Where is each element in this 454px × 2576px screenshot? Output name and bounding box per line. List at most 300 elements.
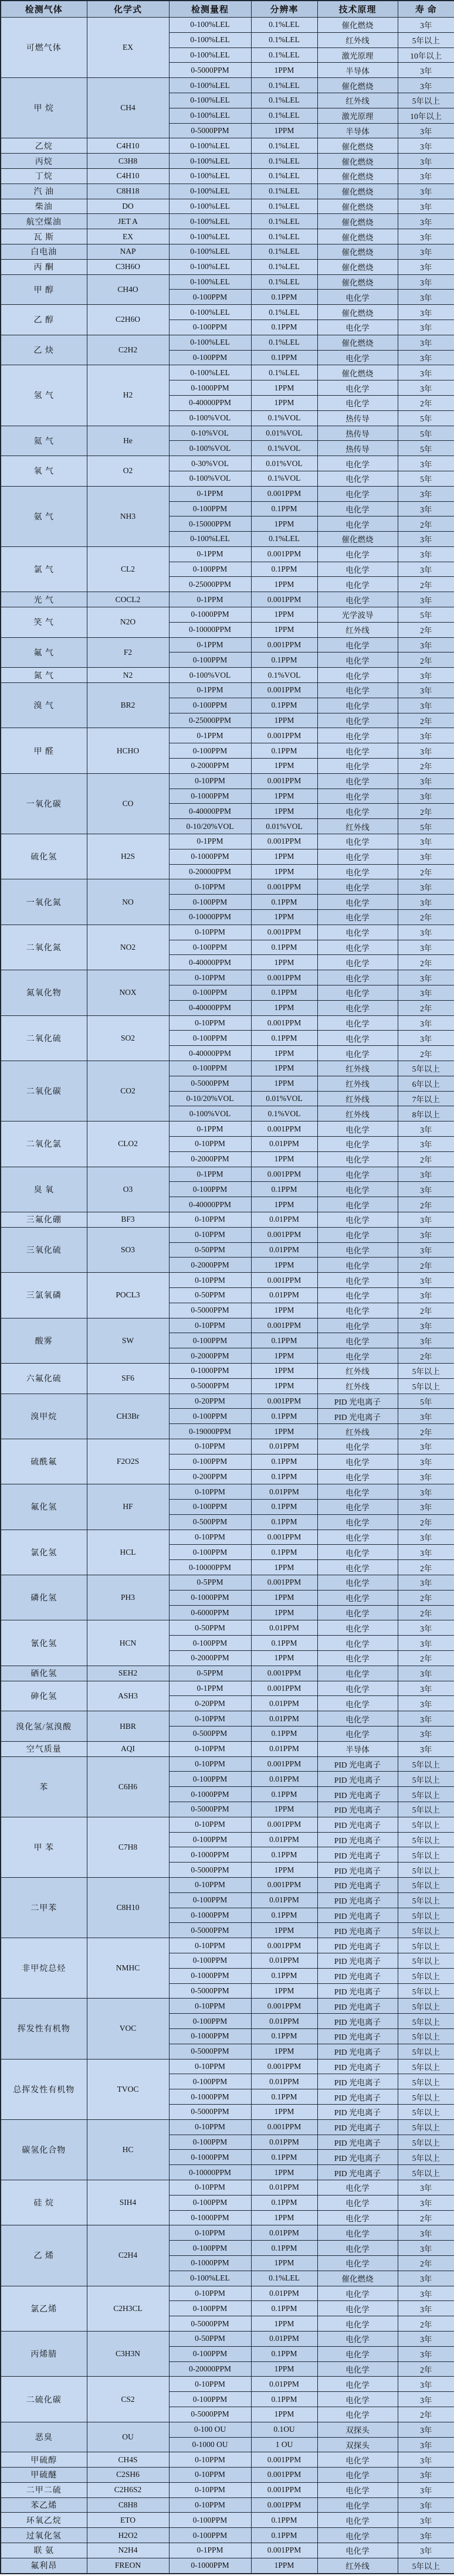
range-cell: 0-1000PPM: [169, 380, 251, 396]
principle-cell: 电化学: [317, 1545, 398, 1560]
resolution-cell: 0.1PPM: [251, 2528, 317, 2543]
gas-name-cell: 瓦 斯: [1, 229, 87, 244]
resolution-cell: 0.1PPM: [251, 1787, 317, 1802]
formula-cell: C8H8: [87, 2497, 169, 2513]
resolution-cell: 0.1PPM: [251, 2089, 317, 2105]
principle-cell: 电化学: [317, 1681, 398, 1696]
range-cell: 0-100PPM: [169, 1500, 251, 1515]
gas-name-cell: 甲 苯: [1, 1817, 87, 1877]
life-cell: 5年以上: [398, 2135, 454, 2150]
resolution-cell: 0.1OU: [251, 2422, 317, 2437]
range-cell: 0-10PPM: [169, 879, 251, 895]
principle-cell: 电化学: [317, 804, 398, 819]
resolution-cell: 0.01PPM: [251, 2074, 317, 2089]
table-row: [1, 154, 454, 169]
principle-cell: 电化学: [317, 2255, 398, 2271]
formula-cell: C4H10: [87, 138, 169, 154]
life-cell: 3年: [398, 183, 454, 199]
resolution-cell: 0.01PPM: [251, 1741, 317, 1756]
range-cell: 0-40000PPM: [169, 1000, 251, 1015]
life-cell: 3年: [398, 2301, 454, 2316]
principle-cell: 电化学: [317, 1484, 398, 1500]
formula-cell: CH4: [87, 78, 169, 138]
life-cell: 3年: [398, 154, 454, 169]
principle-cell: 电化学: [317, 713, 398, 728]
range-cell: 0-25000PPM: [169, 577, 251, 592]
range-cell: 0-100%LEL: [169, 154, 251, 169]
resolution-cell: 0.1PPM: [251, 1514, 317, 1530]
principle-cell: 电化学: [317, 1273, 398, 1288]
life-cell: 2年: [398, 622, 454, 637]
formula-cell: N2O: [87, 607, 169, 638]
life-cell: 3年: [398, 683, 454, 698]
principle-cell: 电化学: [317, 486, 398, 501]
gas-name-cell: 氰化氢: [1, 1620, 87, 1666]
table-row: [1, 1817, 454, 1832]
principle-cell: 电化学: [317, 592, 398, 607]
life-cell: 5年以上: [398, 93, 454, 108]
gas-name-cell: 溴甲烷: [1, 1394, 87, 1439]
formula-cell: NH3: [87, 486, 169, 546]
range-cell: 0-1000PPM: [169, 1908, 251, 1923]
life-cell: 3年: [398, 1015, 454, 1031]
principle-cell: 电化学: [317, 2331, 398, 2346]
resolution-cell: 0.1PPM: [251, 501, 317, 516]
resolution-cell: 1PPM: [251, 123, 317, 138]
principle-cell: PID 光电离子: [317, 1817, 398, 1832]
range-cell: 0-100PPM: [169, 2014, 251, 2029]
range-cell: 0-2000PPM: [169, 1151, 251, 1167]
resolution-cell: 0.001PPM: [251, 1999, 317, 2014]
life-cell: 5年: [398, 1394, 454, 1409]
resolution-cell: 0.001PPM: [251, 1756, 317, 1772]
life-cell: 3年: [398, 1696, 454, 1711]
life-cell: 3年: [398, 1122, 454, 1137]
life-cell: 2年: [398, 1605, 454, 1620]
formula-cell: ETO: [87, 2513, 169, 2528]
life-cell: 5年以上: [398, 1983, 454, 1999]
life-cell: 5年以上: [398, 1878, 454, 1893]
formula-cell: OU: [87, 2422, 169, 2452]
resolution-cell: 1PPM: [251, 849, 317, 864]
principle-cell: 电化学: [317, 1696, 398, 1711]
range-cell: 0-10000PPM: [169, 622, 251, 637]
principle-cell: 电化学: [317, 546, 398, 562]
range-cell: 0-100PPM: [169, 2074, 251, 2089]
range-cell: 0-100PPM: [169, 743, 251, 759]
principle-cell: PID 光电离子: [317, 2074, 398, 2089]
principle-cell: 半导体: [317, 63, 398, 78]
life-cell: 3年: [398, 229, 454, 244]
table-row: [1, 683, 454, 698]
gas-name-cell: 丙烷: [1, 154, 87, 169]
resolution-cell: 0.1PPM: [251, 1545, 317, 1560]
range-cell: 0-1000PPM: [169, 1363, 251, 1378]
principle-cell: 电化学: [317, 698, 398, 713]
principle-cell: PID 光电离子: [317, 1999, 398, 2014]
resolution-cell: 0.1%VOL: [251, 1106, 317, 1122]
life-cell: 3年: [398, 1484, 454, 1500]
range-cell: 0-100PPM: [169, 2135, 251, 2150]
resolution-cell: 0.01PPM: [251, 1212, 317, 1227]
resolution-cell: 0.01%VOL: [251, 1091, 317, 1106]
resolution-cell: 0.1%VOL: [251, 668, 317, 683]
principle-cell: PID 光电离子: [317, 1756, 398, 1772]
life-cell: 2年: [398, 1424, 454, 1439]
resolution-cell: 1PPM: [251, 1923, 317, 1938]
principle-cell: 电化学: [317, 910, 398, 925]
resolution-cell: 0.1PPM: [251, 1409, 317, 1424]
principle-cell: 电化学: [317, 879, 398, 895]
formula-cell: C2H2: [87, 335, 169, 365]
life-cell: 3年: [398, 773, 454, 789]
principle-cell: 红外线: [317, 1363, 398, 1378]
range-cell: 0-1000PPM: [169, 2028, 251, 2044]
resolution-cell: 0.1PPM: [251, 2301, 317, 2316]
life-cell: 5年: [398, 410, 454, 426]
principle-cell: 催化燃烧: [317, 365, 398, 380]
range-cell: 0-10PPM: [169, 773, 251, 789]
range-cell: 0-1PPM: [169, 2543, 251, 2558]
life-cell: 3年: [398, 532, 454, 547]
range-cell: 0-1000PPM: [169, 1787, 251, 1802]
range-cell: 0-25000PPM: [169, 713, 251, 728]
gas-name-cell: 恶臭: [1, 2422, 87, 2452]
resolution-cell: 0.1%LEL: [251, 305, 317, 320]
principle-cell: PID 光电离子: [317, 2119, 398, 2135]
gas-name-cell: 丙 酮: [1, 259, 87, 274]
table-row: [1, 1318, 454, 1333]
principle-cell: 电化学: [317, 2195, 398, 2210]
principle-cell: PID 光电离子: [317, 1409, 398, 1424]
life-cell: 3年: [398, 2543, 454, 2558]
gas-name-cell: 氦 气: [1, 426, 87, 456]
range-cell: 0-1000PPM: [169, 849, 251, 864]
life-cell: 5年以上: [398, 2119, 454, 2135]
life-cell: 5年以上: [398, 1923, 454, 1938]
table-row: [1, 1394, 454, 1409]
principle-cell: 电化学: [317, 2543, 398, 2558]
principle-cell: 电化学: [317, 1046, 398, 1061]
principle-cell: 电化学: [317, 2241, 398, 2256]
resolution-cell: 0.001PPM: [251, 925, 317, 940]
range-cell: 0-100PPM: [169, 1772, 251, 1787]
resolution-cell: 0.001PPM: [251, 546, 317, 562]
header-cell-range: 检测量程: [169, 1, 251, 18]
formula-cell: N2: [87, 668, 169, 683]
range-cell: 0-1PPM: [169, 546, 251, 562]
formula-cell: VOC: [87, 1999, 169, 2059]
resolution-cell: 1PPM: [251, 789, 317, 804]
resolution-cell: 0.01%VOL: [251, 819, 317, 834]
range-cell: 0-10000PPM: [169, 910, 251, 925]
life-cell: 3年: [398, 698, 454, 713]
principle-cell: 红外线: [317, 1424, 398, 1439]
life-cell: 3年: [398, 1182, 454, 1197]
range-cell: 0-100PPM: [169, 653, 251, 668]
life-cell: 3年: [398, 78, 454, 93]
resolution-cell: 0.1%LEL: [251, 47, 317, 63]
principle-cell: 催化燃烧: [317, 259, 398, 274]
range-cell: 0-100PPM: [169, 2301, 251, 2316]
resolution-cell: 1PPM: [251, 1983, 317, 1999]
life-cell: 3年: [398, 546, 454, 562]
resolution-cell: 0.001PPM: [251, 2468, 317, 2483]
life-cell: 2年: [398, 1151, 454, 1167]
formula-cell: C2H6O: [87, 305, 169, 335]
formula-cell: H2O2: [87, 2528, 169, 2543]
life-cell: 5年以上: [398, 1817, 454, 1832]
table-row: [1, 592, 454, 607]
range-cell: 0-100%VOL: [169, 441, 251, 456]
life-cell: 3年: [398, 2331, 454, 2346]
formula-cell: SEH2: [87, 1666, 169, 1681]
resolution-cell: 0.01PPM: [251, 2331, 317, 2346]
range-cell: 0-100%LEL: [169, 199, 251, 214]
range-cell: 0-100%VOL: [169, 668, 251, 683]
principle-cell: 电化学: [317, 1151, 398, 1167]
resolution-cell: 1PPM: [251, 910, 317, 925]
range-cell: 0-10PPM: [169, 2452, 251, 2468]
table-row: [1, 214, 454, 229]
principle-cell: 电化学: [317, 1197, 398, 1212]
table-row: [1, 1015, 454, 1031]
range-cell: 0-10000PPM: [169, 2165, 251, 2180]
principle-cell: 电化学: [317, 2210, 398, 2225]
resolution-cell: 1PPM: [251, 2407, 317, 2422]
range-cell: 0-10PPM: [169, 1711, 251, 1727]
table-row: [1, 2543, 454, 2558]
range-cell: 0-100PPM: [169, 1454, 251, 1469]
life-cell: 5年以上: [398, 32, 454, 47]
life-cell: 3年: [398, 168, 454, 183]
principle-cell: 电化学: [317, 1575, 398, 1591]
formula-cell: H2: [87, 365, 169, 426]
formula-cell: C3H8: [87, 154, 169, 169]
gas-name-cell: 氯乙烯: [1, 2286, 87, 2331]
principle-cell: 电化学: [317, 1454, 398, 1469]
range-cell: 0-5000PPM: [169, 2316, 251, 2332]
gas-name-cell: 溴 气: [1, 683, 87, 728]
principle-cell: 热传导: [317, 441, 398, 456]
range-cell: 0-100PPM: [169, 2513, 251, 2528]
formula-cell: CL2: [87, 546, 169, 592]
principle-cell: 电化学: [317, 1242, 398, 1258]
resolution-cell: 0.001PPM: [251, 2119, 317, 2135]
range-cell: 0-100PPM: [169, 985, 251, 1001]
resolution-cell: 0.1%LEL: [251, 78, 317, 93]
table-row: [1, 2482, 454, 2497]
life-cell: 3年: [398, 290, 454, 305]
gas-name-cell: 三氯氧磷: [1, 1273, 87, 1318]
life-cell: 3年: [398, 1545, 454, 1560]
principle-cell: 电化学: [317, 1122, 398, 1137]
range-cell: 0-5PPM: [169, 1575, 251, 1591]
resolution-cell: 0.01PPM: [251, 2377, 317, 2392]
range-cell: 0-2000PPM: [169, 1348, 251, 1364]
life-cell: 3年: [398, 1227, 454, 1242]
table-row: [1, 486, 454, 501]
resolution-cell: 0.001PPM: [251, 2543, 317, 2558]
table-row: [1, 1212, 454, 1227]
resolution-cell: 0.001PPM: [251, 592, 317, 607]
principle-cell: PID 光电离子: [317, 1892, 398, 1908]
range-cell: 0-30%VOL: [169, 456, 251, 471]
formula-cell: ASH3: [87, 1681, 169, 1711]
principle-cell: 电化学: [317, 895, 398, 910]
life-cell: 3年: [398, 2286, 454, 2301]
resolution-cell: 1PPM: [251, 1046, 317, 1061]
principle-cell: 电化学: [317, 2225, 398, 2241]
formula-cell: NO2: [87, 925, 169, 970]
resolution-cell: 1PPM: [251, 1363, 317, 1378]
resolution-cell: 0.001PPM: [251, 683, 317, 698]
principle-cell: 电化学: [317, 2482, 398, 2497]
principle-cell: PID 光电离子: [317, 2044, 398, 2059]
range-cell: 0-10PPM: [169, 2059, 251, 2074]
range-cell: 0-1000PPM: [169, 2210, 251, 2225]
range-cell: 0-6000PPM: [169, 1605, 251, 1620]
principle-cell: 电化学: [317, 668, 398, 683]
life-cell: 5年以上: [398, 2028, 454, 2044]
principle-cell: 电化学: [317, 970, 398, 985]
resolution-cell: 1PPM: [251, 1076, 317, 1091]
principle-cell: PID 光电离子: [317, 2089, 398, 2105]
principle-cell: 电化学: [317, 1636, 398, 1651]
resolution-cell: 1PPM: [251, 1061, 317, 1076]
table-row: [1, 2059, 454, 2074]
life-cell: 2年: [398, 2407, 454, 2422]
life-cell: 3年: [398, 1318, 454, 1333]
life-cell: 2年: [398, 910, 454, 925]
principle-cell: 催化燃烧: [317, 18, 398, 33]
life-cell: 5年以上: [398, 2104, 454, 2119]
table-row: [1, 546, 454, 562]
life-cell: 5年以上: [398, 1061, 454, 1076]
resolution-cell: 0.1%LEL: [251, 244, 317, 259]
life-cell: 3年: [398, 1287, 454, 1303]
principle-cell: 催化燃烧: [317, 138, 398, 154]
principle-cell: 电化学: [317, 456, 398, 471]
principle-cell: PID 光电离子: [317, 1832, 398, 1847]
principle-cell: 热传导: [317, 410, 398, 426]
principle-cell: 电化学: [317, 380, 398, 396]
principle-cell: 电化学: [317, 1590, 398, 1605]
resolution-cell: 0.001PPM: [251, 2497, 317, 2513]
gas-name-cell: 环氧乙烷: [1, 2513, 87, 2528]
principle-cell: 红外线: [317, 1076, 398, 1091]
range-cell: 0-10PPM: [169, 2180, 251, 2195]
resolution-cell: 1PPM: [251, 1605, 317, 1620]
resolution-cell: 0.1%LEL: [251, 154, 317, 169]
range-cell: 0-10PPM: [169, 1439, 251, 1454]
resolution-cell: 0.01PPM: [251, 2014, 317, 2029]
resolution-cell: 0.1PPM: [251, 1968, 317, 1983]
principle-cell: 电化学: [317, 683, 398, 698]
range-cell: 0-1PPM: [169, 486, 251, 501]
formula-cell: NMHC: [87, 1938, 169, 1999]
resolution-cell: 1PPM: [251, 1258, 317, 1273]
range-cell: 0-5000PPM: [169, 123, 251, 138]
formula-cell: BR2: [87, 683, 169, 728]
life-cell: 3年: [398, 2482, 454, 2497]
life-cell: 3年: [398, 2422, 454, 2437]
gas-name-cell: 氮 气: [1, 668, 87, 683]
range-cell: 0-100PPM: [169, 1409, 251, 1424]
resolution-cell: 1PPM: [251, 1000, 317, 1015]
gas-name-cell: 溴化氢/氢溴酸: [1, 1711, 87, 1742]
table-body: [1, 18, 454, 2574]
table-row: [1, 2286, 454, 2301]
resolution-cell: 0.001PPM: [251, 1938, 317, 1953]
range-cell: 0-100PPM: [169, 895, 251, 910]
life-cell: 3年: [398, 320, 454, 335]
principle-cell: 催化燃烧: [317, 305, 398, 320]
table-row: [1, 168, 454, 183]
life-cell: 5年: [398, 471, 454, 486]
table-row: [1, 456, 454, 471]
principle-cell: PID 光电离子: [317, 2165, 398, 2180]
table-row: [1, 773, 454, 789]
life-cell: 2年: [398, 1590, 454, 1605]
life-cell: 3年: [398, 350, 454, 365]
gas-name-cell: 可燃气体: [1, 18, 87, 78]
life-cell: 3年: [398, 259, 454, 274]
resolution-cell: 0.001PPM: [251, 1015, 317, 1031]
life-cell: 5年以上: [398, 1953, 454, 1969]
range-cell: 0-1000PPM: [169, 789, 251, 804]
principle-cell: 电化学: [317, 1711, 398, 1727]
range-cell: 0-100%VOL: [169, 410, 251, 426]
gas-name-cell: 二甲二硫: [1, 2482, 87, 2497]
range-cell: 0-1PPM: [169, 592, 251, 607]
resolution-cell: 1PPM: [251, 864, 317, 879]
life-cell: 2年: [398, 577, 454, 592]
resolution-cell: 0.001PPM: [251, 1394, 317, 1409]
table-row: [1, 2513, 454, 2528]
gas-name-cell: 空气质量: [1, 1741, 87, 1756]
life-cell: 3年: [398, 1439, 454, 1454]
principle-cell: PID 光电离子: [317, 2028, 398, 2044]
resolution-cell: 0.1PPM: [251, 562, 317, 577]
life-cell: 2年: [398, 1348, 454, 1364]
principle-cell: 催化燃烧: [317, 229, 398, 244]
resolution-cell: 1PPM: [251, 955, 317, 970]
life-cell: 5年以上: [398, 1908, 454, 1923]
life-cell: 2年: [398, 864, 454, 879]
header-row: [1, 1, 454, 18]
resolution-cell: 0.1%VOL: [251, 441, 317, 456]
resolution-cell: 1PPM: [251, 1590, 317, 1605]
resolution-cell: 0.1PPM: [251, 653, 317, 668]
principle-cell: 催化燃烧: [317, 168, 398, 183]
principle-cell: PID 光电离子: [317, 1923, 398, 1938]
principle-cell: 半导体: [317, 123, 398, 138]
range-cell: 0-10PPM: [169, 2119, 251, 2135]
range-cell: 0-40000PPM: [169, 1197, 251, 1212]
range-cell: 0-100%LEL: [169, 32, 251, 47]
table-row: [1, 1167, 454, 1182]
range-cell: 0-100%LEL: [169, 229, 251, 244]
gas-name-cell: 航空煤油: [1, 214, 87, 229]
gas-name-cell: 二氧化氯: [1, 1122, 87, 1167]
formula-cell: CO: [87, 773, 169, 834]
table-row: [1, 1273, 454, 1288]
resolution-cell: 0.01PPM: [251, 1892, 317, 1908]
table-header: [1, 1, 454, 18]
formula-cell: F2: [87, 637, 169, 668]
life-cell: 5年以上: [398, 1363, 454, 1378]
